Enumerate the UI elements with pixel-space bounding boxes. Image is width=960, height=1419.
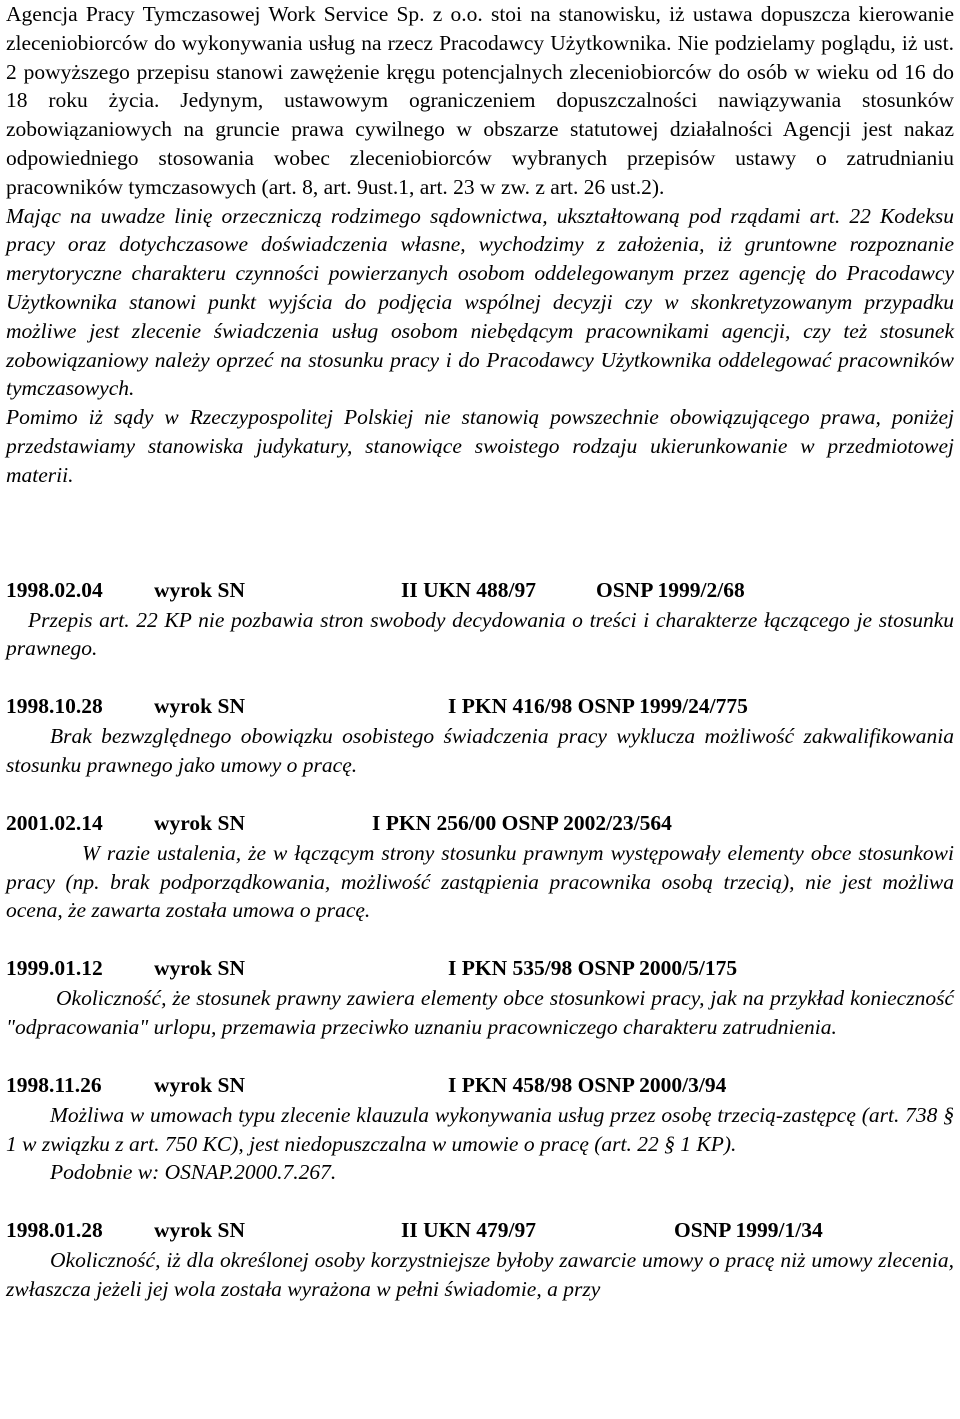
ruling-date: 2001.02.14 — [6, 810, 103, 835]
intro-paragraph-3: Pomimo iż sądy w Rzeczypospolitej Polskiej nie stanowią powszechnie obowiązującego prawa, poniżej przedstawiamy stanowiska judykatury, stanowiące swoistego rodzaju ukierunkowanie w przedmiotowej materii. — [6, 405, 954, 487]
ruling-kind: wyrok SN — [154, 956, 245, 981]
ruling-text: Okoliczność, że stosunek prawny zawiera elementy obce stosunkowi pracy, jak na przykład konieczność "odpracowania" urlopu, przemawia przeciwko uznaniu pracowniczego charakteru zatrudnienia. — [6, 986, 954, 1039]
ruling-date: 1998.01.28 — [6, 1218, 103, 1243]
ruling-header — [6, 954, 954, 984]
ruling-signature: I PKN 458/98 OSNP 2000/3/94 — [448, 1072, 727, 1097]
ruling-publication: OSNP 1999/1/34 — [674, 1218, 823, 1243]
ruling-text: Możliwa w umowach typu zlecenie klauzula wykonywania usług przez osobę trzecią-zastępcę (art. 738 § 1 w związku z art. 750 KC), jest niedopuszczalna w umowie o pracę (art. 22 § 1 KP). — [6, 1102, 954, 1156]
ruling-entry — [6, 1216, 954, 1304]
ruling-date: 1998.02.04 — [6, 577, 103, 602]
ruling-signature: I PKN 256/00 OSNP 2002/23/564 — [372, 810, 672, 835]
intro-paragraph-1 — [6, 0, 954, 202]
intro-sentence-1: Agencja Pracy Tymczasowej Work Service Sp. z o.o. stoi na stanowisku, iż ustawa dopuszcza kierowanie zleceniobiorców do wykonywania usług na rzecz Pracodawcy Użytkownika. Nie podzielamy poglądu, iż ust. 2 powyższego przepisu stanowi zawężenie kręgu potencjalnych zleceniobiorców do osób w wieku od 16 do 18 roku życia. — [6, 2, 954, 113]
ruling-kind: wyrok SN — [154, 810, 245, 835]
ruling-date: 1998.11.26 — [6, 1072, 102, 1097]
ruling-entry — [6, 809, 954, 925]
ruling-kind: wyrok SN — [154, 1218, 245, 1243]
ruling-kind: wyrok SN — [154, 694, 245, 719]
ruling-entry — [6, 692, 954, 780]
ruling-similar-note: Podobnie w: OSNAP.2000.7.267. — [50, 1160, 337, 1185]
ruling-kind: wyrok SN — [154, 577, 245, 602]
ruling-publication: OSNP 1999/2/68 — [596, 577, 745, 602]
ruling-entry — [6, 1071, 954, 1187]
intro-sentence-2: Jedynym, ustawowym ograniczeniem dopuszczalności nawiązywania stosunków zobowiązaniowych na gruncie prawa cywilnego w obszarze statutowej działalności Agencji jest nakaz odpowiedniego stosowania wobec zleceniobiorców wybranych przepisów ustawy o zatrudnianiu pracowników tymczasowych (art. 8, art. 9ust.1, art. 23 w zw. z art. 26 ust.2). — [6, 88, 955, 199]
ruling-text: Brak bezwzględnego obowiązku osobistego świadczenia pracy wyklucza możliwość zakwalifikowania stosunku prawnego jako umowy o pracę. — [6, 724, 954, 777]
document-page — [6, 0, 954, 1304]
ruling-date: 1998.10.28 — [6, 694, 103, 719]
ruling-signature: II UKN 488/97 — [401, 577, 536, 602]
ruling-signature: I PKN 416/98 OSNP 1999/24/775 — [448, 694, 748, 719]
ruling-header — [6, 692, 954, 722]
ruling-header — [6, 1071, 954, 1101]
ruling-kind: wyrok SN — [154, 1072, 245, 1097]
ruling-date: 1999.01.12 — [6, 956, 103, 981]
ruling-signature: I PKN 535/98 OSNP 2000/5/175 — [448, 956, 738, 981]
ruling-header — [6, 809, 954, 839]
ruling-text: Przepis art. 22 KP nie pozbawia stron swobody decydowania o treści i charakterze łączącego je stosunku prawnego. — [6, 607, 954, 661]
ruling-text: W razie ustalenia, że w łączącym strony stosunku prawnym występowały elementy obce stosunkowi pracy (np. brak podporządkowania, możliwość zastąpienia pracownika osobą trzecią), nie jest możliwa ocena, że zawarta została umowa o pracę. — [6, 840, 954, 923]
ruling-text: Okoliczność, iż dla określonej osoby korzystniejsze byłoby zawarcie umowy o pracę niż umowy zlecenia, zwłaszcza jeżeli jej wola została wyrażona w pełni świadomie, a przy — [6, 1248, 954, 1301]
section-spacer — [6, 490, 954, 576]
ruling-header — [6, 1216, 954, 1246]
ruling-signature: II UKN 479/97 — [401, 1218, 536, 1243]
intro-paragraph-2: Mając na uwadze linię orzeczniczą rodzimego sądownictwa, ukształtowaną pod rządami art. 22 Kodeksu pracy oraz dotychczasowe doświadczenia własne, wychodzimy z założenia, iż gruntowne rozpoznanie merytoryczne charakteru czynności powierzanych osobom oddelegowanym przez agencję do Pracodawcy Użytkownika stanowi punkt wyjścia do podjęcia wspólnej decyzji czy w skonkretyzowanym przypadku możliwe jest zlecenie świadczenia usług osobom niebędącym pracownikami agencji, czy też stosunek zobowiązaniowy należy oprzeć na stosunku pracy i do Pracodawcy Użytkownika oddelegować pracowników tymczasowych. — [6, 203, 954, 401]
ruling-entry — [6, 576, 954, 664]
ruling-entry — [6, 954, 954, 1042]
ruling-header — [6, 576, 954, 606]
